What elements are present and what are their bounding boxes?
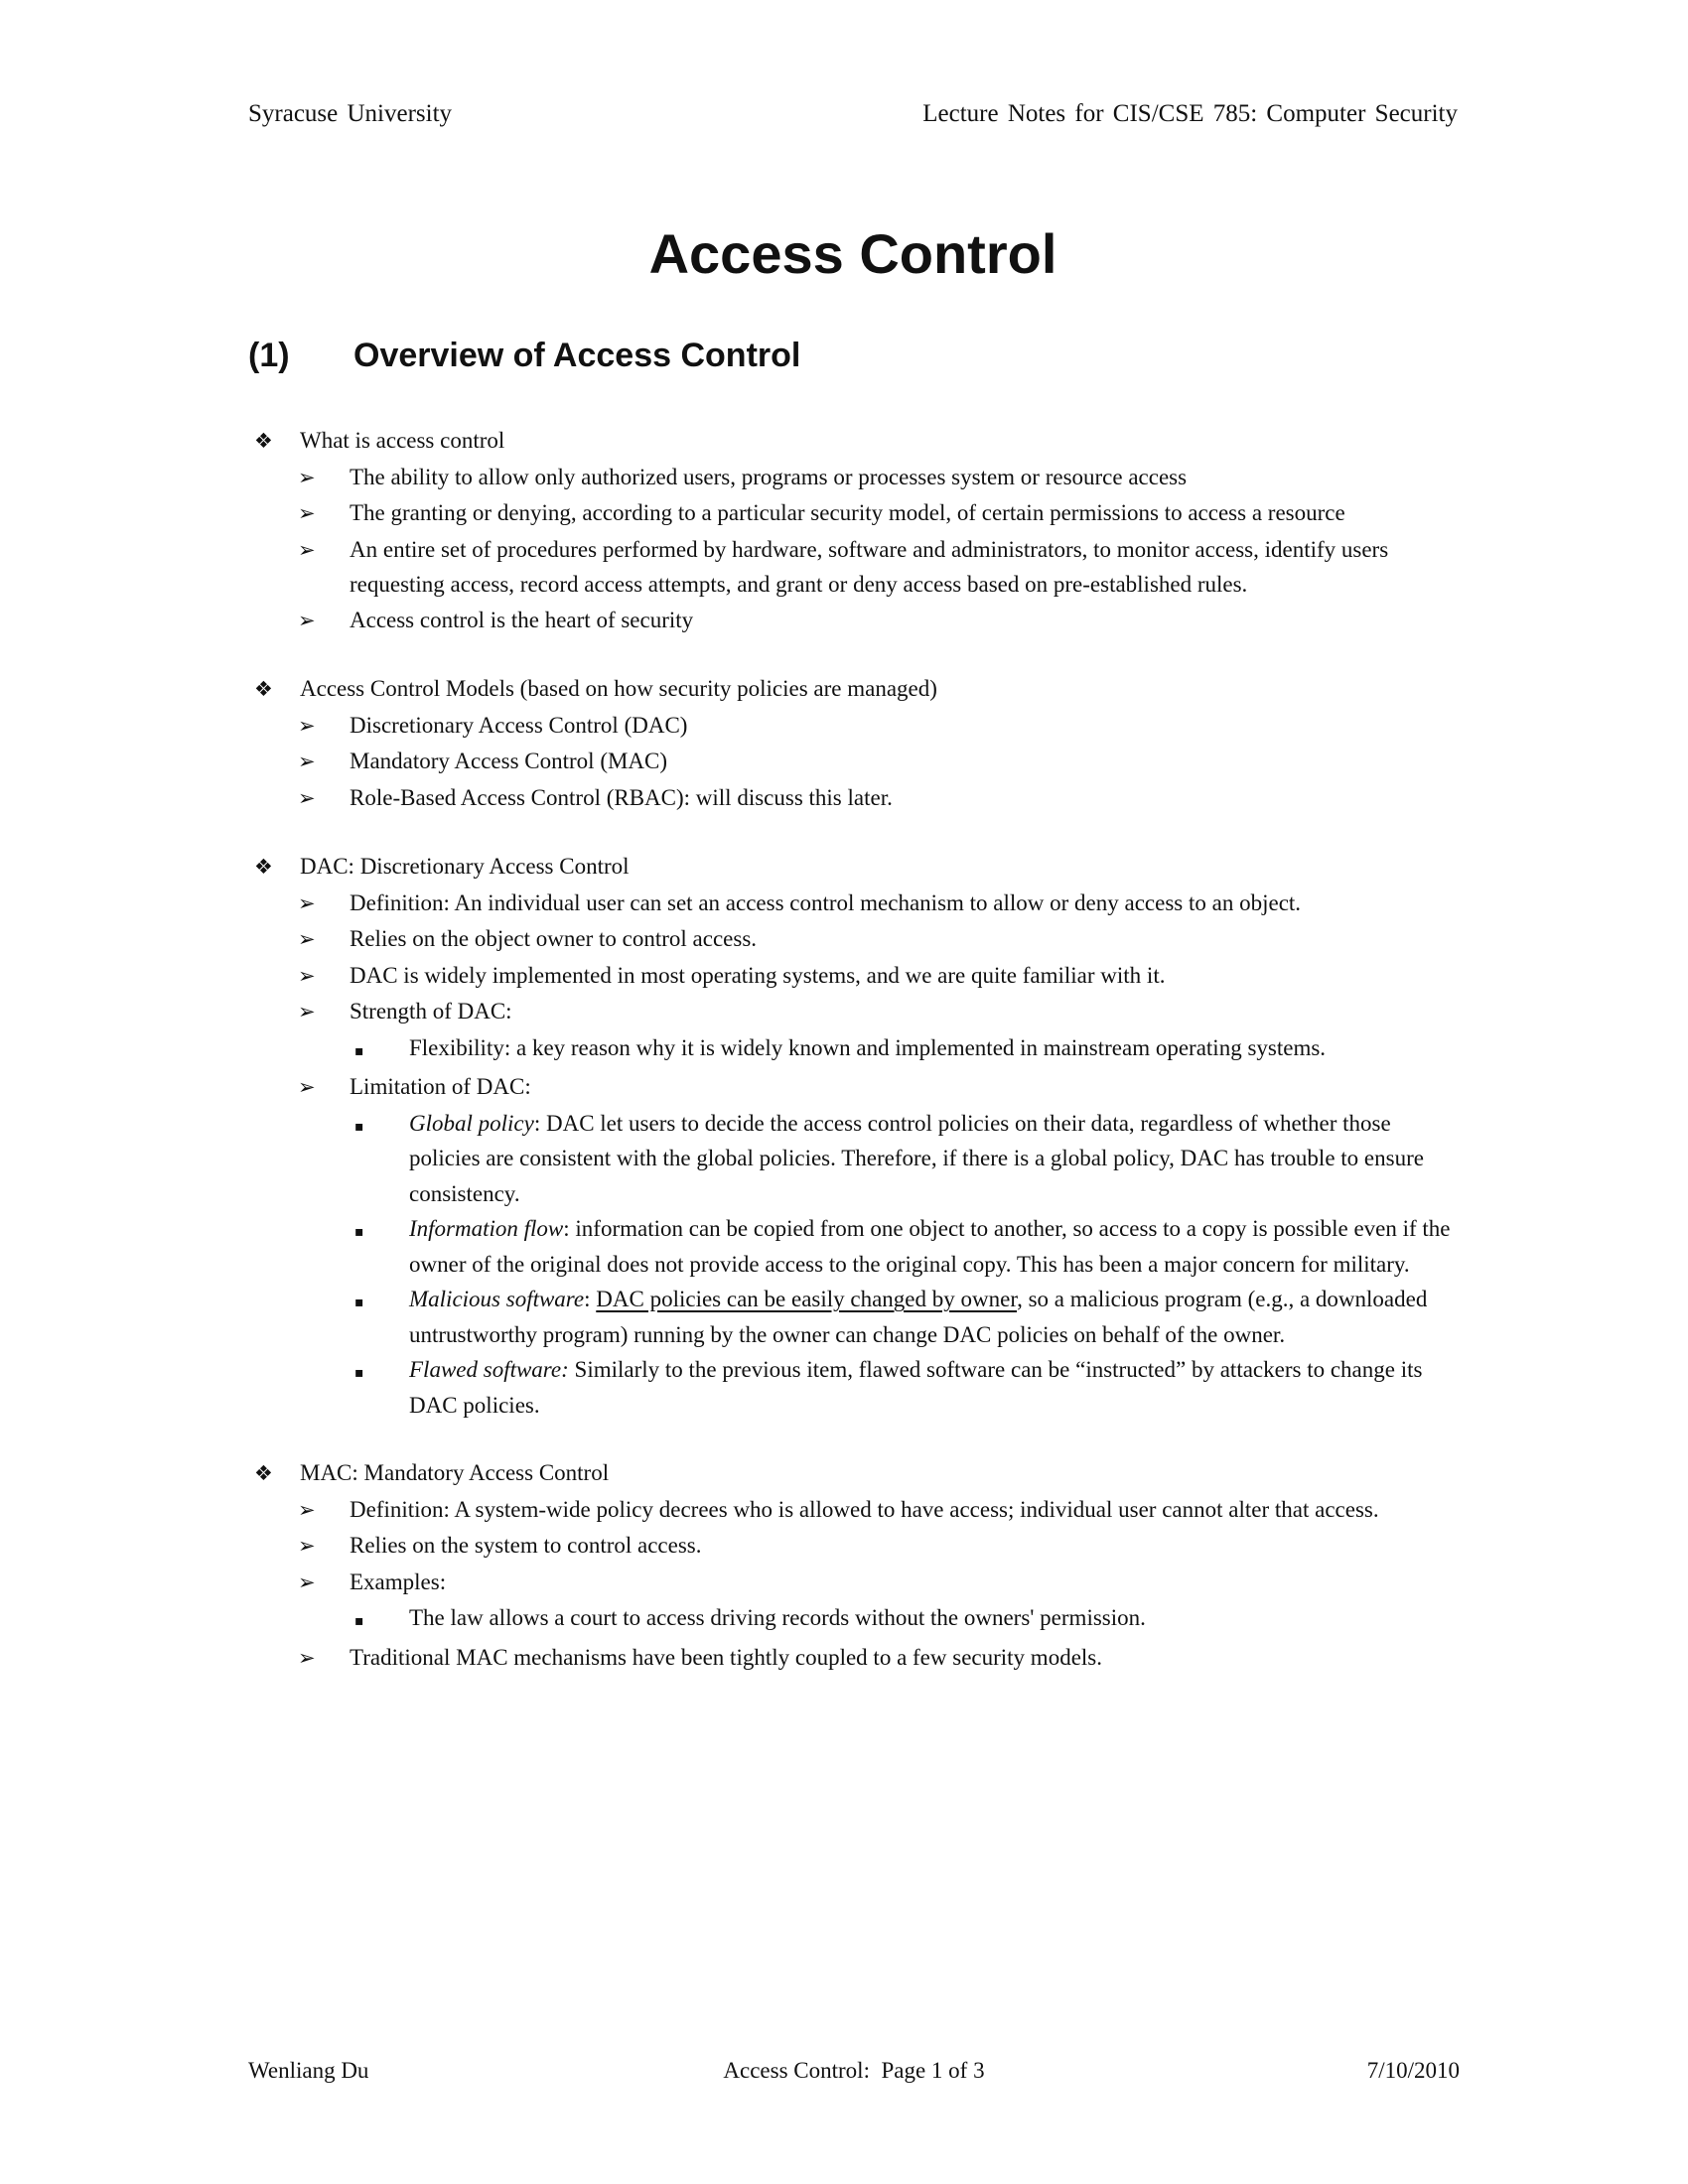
italic-text-run: Global policy [409, 1110, 534, 1136]
list-item-text [350, 1492, 1460, 1528]
text-run: MAC: Mandatory Access Control [300, 1460, 610, 1485]
text-run: The law allows a court to access driving records without the owners' permission. [409, 1605, 1146, 1630]
list-item [248, 1640, 1460, 1677]
list-item [248, 1492, 1460, 1529]
bullet-section [248, 1455, 1460, 1676]
arrow-bullet-icon: ➢ [298, 465, 316, 489]
list-item [248, 1282, 1460, 1352]
section-heading-text: Overview of Access Control [353, 337, 801, 374]
list-item [248, 603, 1460, 639]
square-bullet-icon: ▪ [354, 1118, 364, 1135]
arrow-bullet-icon: ➢ [298, 1534, 316, 1558]
text-run: Access control is the heart of security [350, 607, 694, 632]
list-item-text [350, 1565, 1460, 1600]
list-item-text [350, 532, 1460, 603]
footer-page-number: Access Control: Page 1 of 3 [723, 2058, 985, 2083]
text-run: Discretionary Access Control (DAC) [350, 712, 688, 738]
list-item-text [409, 1030, 1460, 1066]
text-run: Definition: A system-wide policy decrees who is allowed to have access; individual user cannot alter that access. [350, 1496, 1379, 1522]
page-footer [248, 2057, 1460, 2085]
list-item-text [350, 958, 1460, 994]
list-item-text [350, 921, 1460, 957]
list-item [248, 1528, 1460, 1565]
text-run: Examples: [350, 1569, 447, 1594]
square-bullet-icon: ▪ [354, 1224, 364, 1240]
list-item-text [350, 886, 1460, 921]
list-item [248, 708, 1460, 745]
underline-text-run: DAC policies can be easily changed by owner [596, 1287, 1018, 1311]
list-item-text [350, 1069, 1460, 1105]
text-run: What is access control [300, 428, 505, 453]
header-institution: Syracuse University [248, 100, 453, 127]
text-run: Definition: An individual user can set an access control mechanism to allow or deny access to an object. [350, 889, 1302, 915]
text-run: : [584, 1287, 597, 1311]
list-item-text [350, 460, 1460, 495]
arrow-bullet-icon: ➢ [298, 1570, 316, 1594]
bullet-section [248, 423, 1460, 638]
section-heading [248, 336, 1458, 375]
page-header [248, 99, 1458, 129]
arrow-bullet-icon: ➢ [298, 890, 316, 915]
list-item [248, 886, 1460, 922]
text-run: : information can be copied from one object to another, so access to a copy is possible even if the owner of the original does not provide access to the original copy. This has been a major concern for military. [409, 1216, 1451, 1277]
list-item-text [350, 495, 1460, 531]
arrow-bullet-icon: ➢ [298, 1000, 316, 1024]
footer-author: Wenliang Du [248, 2058, 369, 2083]
list-item-text [300, 1455, 1460, 1491]
section-title-row [248, 423, 1460, 460]
arrow-bullet-icon: ➢ [298, 608, 316, 632]
list-item-text [409, 1600, 1460, 1636]
list-item-text [300, 849, 1460, 885]
italic-text-run: Flawed software: [409, 1357, 569, 1382]
section-title-row [248, 1455, 1460, 1492]
footer-date: 7/10/2010 [1366, 2058, 1460, 2083]
text-run: : DAC let users to decide the access control policies on their data, regardless of whether those policies are consistent with the global policies. Therefore, if there is a global policy, DAC has trouble to ensure consistency. [409, 1110, 1424, 1206]
arrow-bullet-icon: ➢ [298, 501, 316, 525]
arrow-bullet-icon: ➢ [298, 1497, 316, 1522]
list-item [248, 1211, 1460, 1282]
diamond-bullet-icon: ❖ [254, 429, 273, 453]
italic-text-run: Information flow [409, 1216, 564, 1241]
list-item [248, 994, 1460, 1030]
list-item-text [409, 1211, 1460, 1282]
square-bullet-icon: ▪ [354, 1365, 364, 1381]
list-item [248, 1030, 1460, 1070]
arrow-bullet-icon: ➢ [298, 927, 316, 951]
list-item-text [350, 744, 1460, 779]
list-item-text [300, 423, 1460, 459]
list-item-text [300, 671, 1460, 707]
list-item [248, 780, 1460, 817]
text-run: , so a malicious program (e.g., a downloaded untrustworthy program) running by the owner can change DAC policies on behalf of the owner. [409, 1287, 1428, 1347]
text-run: Relies on the object owner to control access. [350, 926, 758, 951]
list-item [248, 1106, 1460, 1212]
text-run: An entire set of procedures performed by hardware, software and administrators, to monitor access, identify users requesting access, record access attempts, and grant or deny access based on pre-established rules. [350, 536, 1389, 597]
square-bullet-icon: ▪ [354, 1613, 364, 1629]
list-item [248, 921, 1460, 958]
text-run: The granting or denying, according to a particular security model, of certain permissions to access a resource [350, 500, 1345, 525]
italic-text-run: Malicious software [409, 1287, 585, 1311]
text-run: Strength of DAC: [350, 999, 512, 1024]
list-item-text [350, 780, 1460, 816]
text-run: Access Control Models (based on how security policies are managed) [300, 676, 937, 701]
list-item [248, 958, 1460, 995]
section-number: (1) [248, 337, 290, 374]
list-item [248, 1069, 1460, 1106]
square-bullet-icon: ▪ [354, 1042, 364, 1059]
text-run: DAC: Discretionary Access Control [300, 854, 630, 879]
text-run: Limitation of DAC: [350, 1074, 531, 1099]
text-run: The ability to allow only authorized users, programs or processes system or resource access [350, 464, 1188, 489]
list-item [248, 744, 1460, 780]
list-item [248, 495, 1460, 532]
arrow-bullet-icon: ➢ [298, 713, 316, 738]
list-item-text [350, 994, 1460, 1029]
text-run: Traditional MAC mechanisms have been tightly coupled to a few security models. [350, 1644, 1103, 1670]
text-run: Relies on the system to control access. [350, 1533, 702, 1558]
arrow-bullet-icon: ➢ [298, 537, 316, 562]
bullet-section [248, 849, 1460, 1423]
text-run: Mandatory Access Control (MAC) [350, 749, 668, 773]
arrow-bullet-icon: ➢ [298, 750, 316, 773]
text-run: DAC is widely implemented in most operating systems, and we are quite familiar with it. [350, 962, 1166, 988]
list-item-text [409, 1106, 1460, 1212]
section-title-row [248, 671, 1460, 708]
header-course-title: Lecture Notes for CIS/CSE 785: Computer Security [922, 100, 1458, 127]
diamond-bullet-icon: ❖ [254, 855, 273, 879]
arrow-bullet-icon: ➢ [298, 785, 316, 810]
diamond-bullet-icon: ❖ [254, 677, 273, 701]
text-run: Similarly to the previous item, flawed software can be “instructed” by attackers to change its DAC policies. [409, 1357, 1423, 1418]
section-title-row [248, 849, 1460, 886]
list-item [248, 532, 1460, 603]
document-body [248, 423, 1460, 1708]
list-item-text [350, 708, 1460, 744]
text-run: Flexibility: a key reason why it is widely known and implemented in mainstream operating systems. [409, 1034, 1327, 1060]
list-item-text [350, 1528, 1460, 1564]
arrow-bullet-icon: ➢ [298, 963, 316, 988]
list-item [248, 1600, 1460, 1640]
arrow-bullet-icon: ➢ [298, 1075, 316, 1099]
arrow-bullet-icon: ➢ [298, 1645, 316, 1670]
text-run: Role-Based Access Control (RBAC): will discuss this later. [350, 784, 893, 810]
list-item-text [409, 1352, 1460, 1423]
list-item [248, 460, 1460, 496]
list-item [248, 1565, 1460, 1601]
document-title: Access Control [648, 222, 1057, 285]
square-bullet-icon: ▪ [354, 1295, 364, 1310]
list-item-text [409, 1282, 1460, 1352]
list-item-text [350, 1640, 1460, 1676]
diamond-bullet-icon: ❖ [254, 1461, 273, 1485]
bullet-section [248, 671, 1460, 816]
list-item [248, 1352, 1460, 1423]
list-item-text [350, 603, 1460, 638]
